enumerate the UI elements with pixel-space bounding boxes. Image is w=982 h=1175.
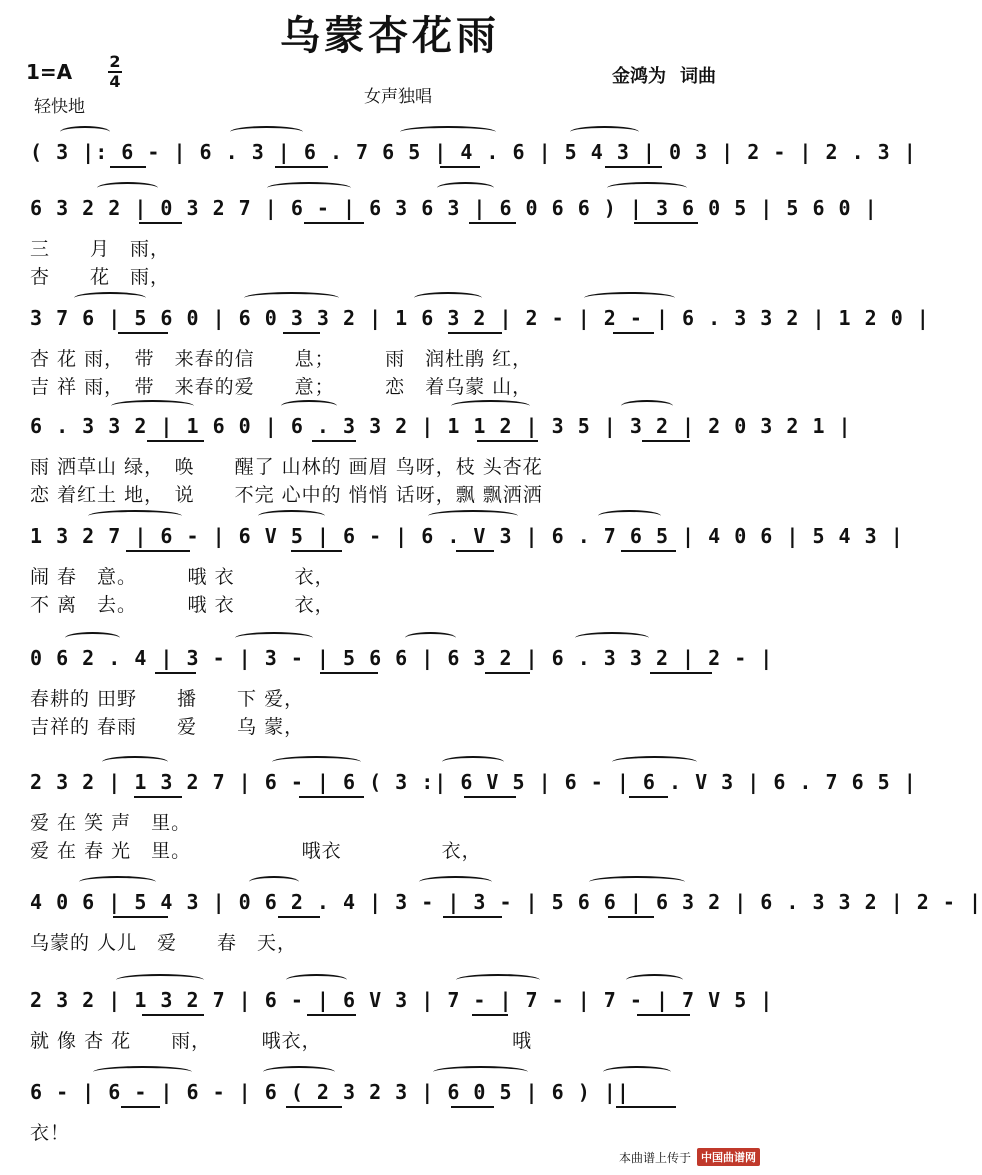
beam-underline: [464, 796, 516, 798]
slur-mark: [428, 510, 518, 522]
slur-mark: [437, 182, 494, 194]
slur-mark: [612, 756, 697, 768]
slur-mark: [60, 126, 110, 138]
lyric-line: 爱 在 春 光 里。 哦衣 衣，: [30, 840, 482, 862]
slur-mark: [88, 510, 182, 522]
beam-underline: [320, 672, 378, 674]
notation-row: ( 3 |: 6 - | 6 . 3 | 6 . 7 6 5 | 4 . 6 | 5 4 3 | 0 3 | 2 - | 2 . 3 |: [30, 140, 917, 164]
slur-mark: [621, 400, 673, 412]
beam-underline: [613, 332, 654, 334]
slur-mark: [93, 1066, 192, 1078]
slur-mark: [281, 400, 337, 412]
slur-mark: [419, 876, 492, 888]
beam-underline: [110, 166, 146, 168]
lyric-line: 乌蒙的 人儿 爱 春 天，: [30, 932, 298, 954]
slur-mark: [584, 292, 675, 304]
slur-mark: [451, 400, 530, 412]
slur-mark: [65, 632, 120, 644]
slur-mark: [258, 510, 325, 522]
slur-mark: [456, 974, 540, 986]
lyric-line: 闹 春 意。 哦 衣 衣，: [30, 566, 335, 588]
slur-mark: [102, 756, 168, 768]
beam-underline: [485, 672, 530, 674]
time-signature: [108, 54, 122, 90]
beam-underline: [275, 166, 328, 168]
beam-underline: [448, 332, 502, 334]
slur-mark: [400, 126, 496, 138]
credit: [612, 62, 716, 88]
beam-underline: [291, 550, 342, 552]
slur-mark: [116, 974, 204, 986]
notation-row: 3 7 6 | 5 6 0 | 6 0 3 3 2 | 1 6 3 2 | 2 - | 2 - | 6 . 3 3 2 | 1 2 0 |: [30, 306, 930, 330]
slur-mark: [244, 292, 339, 304]
notation-row: 2 3 2 | 1 3 2 7 | 6 - | 6 V 3 | 7 - | 7 - | 7 - | 7 V 5 |: [30, 988, 774, 1012]
beam-underline: [477, 440, 538, 442]
beam-underline: [472, 1014, 508, 1016]
author-name: 金鸿为: [612, 66, 666, 87]
beam-underline: [155, 672, 196, 674]
beam-underline: [283, 332, 320, 334]
beam-underline: [278, 916, 320, 918]
notation-row: 4 0 6 | 5 4 3 | 0 6 2 . 4 | 3 - | 3 - | 5 6 6 | 6 3 2 | 6 . 3 3 2 | 2 - |: [30, 890, 982, 914]
site-logo: 中国曲谱网: [697, 1148, 760, 1166]
lyric-line: 春耕的 田野 播 下 爱，: [30, 688, 305, 710]
lyric-line: 杏 花 雨，: [30, 266, 171, 288]
beam-underline: [608, 916, 654, 918]
notation-row: 6 . 3 3 2 | 1 6 0 | 6 . 3 3 2 | 1 1 2 | 3 5 | 3 2 | 2 0 3 2 1 |: [30, 414, 852, 438]
notation-row: 6 3 2 2 | 0 3 2 7 | 6 - | 6 3 6 3 | 6 0 6 6 ) | 3 6 0 5 | 5 6 0 |: [30, 196, 878, 220]
slur-mark: [598, 510, 661, 522]
beam-underline: [134, 796, 182, 798]
footer-text: 本曲谱上传于: [618, 1150, 691, 1165]
beam-underline: [634, 222, 698, 224]
slur-mark: [626, 974, 683, 986]
beam-underline: [642, 440, 690, 442]
lyric-line: 不 离 去。 哦 衣 衣，: [30, 594, 335, 616]
lyric-line: 吉 祥 雨， 带 来春的爱 意； 恋 着乌蒙 山，: [30, 376, 533, 398]
slur-mark: [230, 126, 303, 138]
slur-mark: [433, 1066, 528, 1078]
beam-underline: [118, 332, 168, 334]
performer-label: 女声独唱: [364, 87, 432, 107]
beam-underline: [629, 796, 668, 798]
time-denominator: 4: [109, 72, 121, 91]
slur-mark: [405, 632, 456, 644]
lyric-line: 三 月 雨，: [30, 238, 171, 260]
slur-mark: [607, 182, 687, 194]
beam-underline: [469, 222, 516, 224]
notation-row: 6 - | 6 - | 6 - | 6 ( 2 3 2 3 | 6 0 5 | 6 ) ||: [30, 1080, 630, 1104]
beam-underline: [147, 440, 204, 442]
lyric-line: 就 像 杏 花 雨， 哦衣， 哦: [30, 1030, 533, 1052]
beam-underline: [304, 222, 364, 224]
notation-row: 1 3 2 7 | 6 - | 6 V 5 | 6 - | 6 . V 3 | 6 . 7 6 5 | 4 0 6 | 5 4 3 |: [30, 524, 904, 548]
beam-underline: [616, 1106, 676, 1108]
beam-underline: [650, 672, 712, 674]
beam-underline: [307, 1014, 356, 1016]
lyric-line: 爱 在 笑 声 里。: [30, 812, 192, 834]
slur-mark: [235, 632, 313, 644]
notation-row: 2 3 2 | 1 3 2 7 | 6 - | 6 ( 3 :| 6 V 5 | 6 - | 6 . V 3 | 6 . 7 6 5 |: [30, 770, 917, 794]
lyric-line: 雨 洒草山 绿， 唤 醒了 山林的 画眉 鸟呀，枝 头杏花: [30, 456, 543, 478]
lyric-line: 吉祥的 春雨 爱 乌 蒙，: [30, 716, 305, 738]
beam-underline: [142, 1014, 204, 1016]
lyric-line: 恋 着红土 地， 说 不完 心中的 悄悄 话呀，飘 飘洒洒: [30, 484, 543, 506]
slur-mark: [286, 974, 347, 986]
page-title: 乌蒙杏花雨: [280, 12, 500, 59]
slur-mark: [442, 756, 504, 768]
slur-mark: [414, 292, 482, 304]
beam-underline: [605, 166, 662, 168]
tempo-marking: 轻快地: [34, 97, 85, 117]
time-numerator: 2: [109, 52, 121, 71]
slur-mark: [272, 756, 361, 768]
slur-mark: [603, 1066, 671, 1078]
beam-underline: [312, 440, 356, 442]
slur-mark: [97, 182, 158, 194]
slur-mark: [570, 126, 639, 138]
slur-mark: [111, 400, 194, 412]
slur-mark: [267, 182, 351, 194]
key-signature: 1=A: [26, 60, 73, 84]
beam-underline: [121, 1106, 160, 1108]
slur-mark: [249, 876, 299, 888]
slur-mark: [74, 292, 146, 304]
lyric-line: 衣！: [30, 1122, 71, 1144]
beam-underline: [443, 916, 502, 918]
beam-underline: [299, 796, 364, 798]
beam-underline: [440, 166, 480, 168]
beam-underline: [621, 550, 676, 552]
beam-underline: [113, 916, 168, 918]
beam-underline: [139, 222, 182, 224]
slur-mark: [79, 876, 156, 888]
lyric-line: 杏 花 雨， 带 来春的信 息； 雨 润杜鹃 红，: [30, 348, 533, 370]
beam-underline: [286, 1106, 342, 1108]
beam-underline: [637, 1014, 690, 1016]
slur-mark: [263, 1066, 335, 1078]
notation-row: 0 6 2 . 4 | 3 - | 3 - | 5 6 6 | 6 3 2 | 6 . 3 3 2 | 2 - |: [30, 646, 774, 670]
author-role: 词曲: [680, 66, 716, 87]
slur-mark: [589, 876, 685, 888]
beam-underline: [126, 550, 190, 552]
beam-underline: [451, 1106, 494, 1108]
slur-mark: [575, 632, 649, 644]
beam-underline: [456, 550, 494, 552]
footer: [619, 1148, 760, 1166]
